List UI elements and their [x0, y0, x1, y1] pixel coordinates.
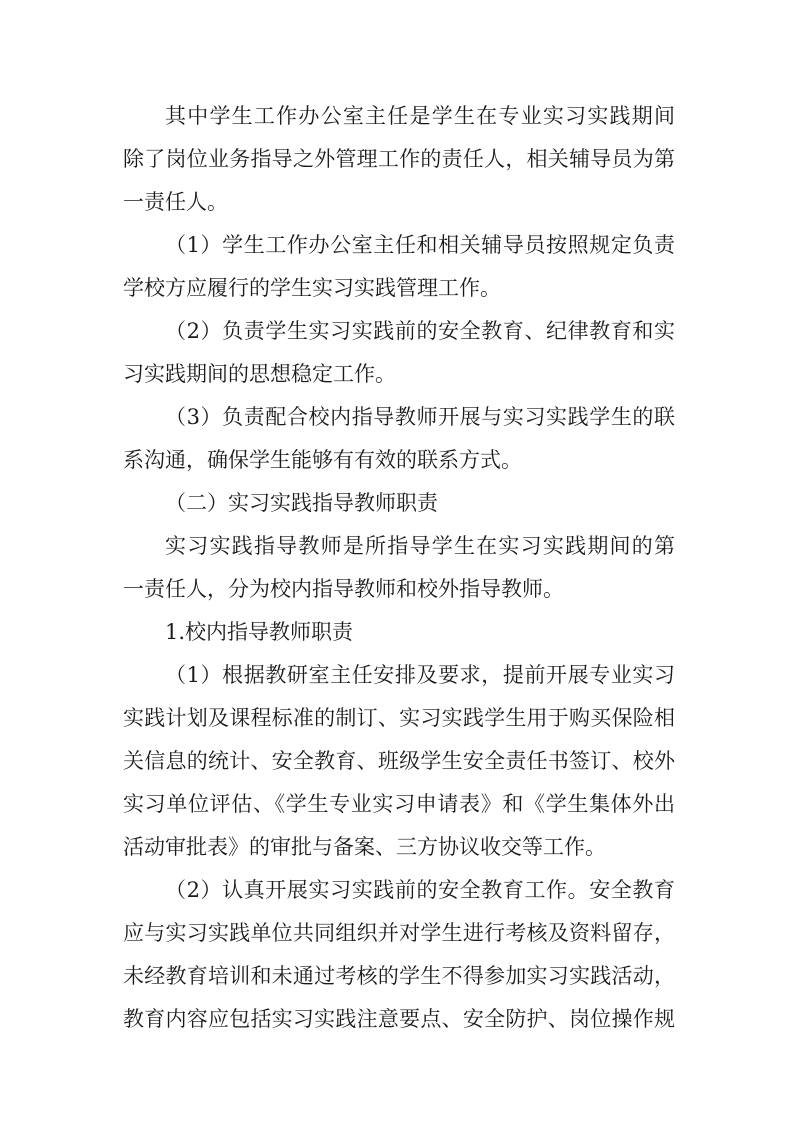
paragraph-4-line-1: （3）负责配合校内指导教师开展与实习实践学生的联 — [165, 405, 675, 429]
paragraph-5-line-2: 一责任人，分为校内指导教师和校外指导教师。 — [123, 577, 564, 601]
paragraph-7-line-2: 应与实习实践单位共同组织并对学生进行考核及资料留存， — [123, 921, 675, 945]
paragraph-6-line-4: 实习单位评估、《学生专业实习申请表》和《学生集体外出 — [123, 792, 675, 816]
subsection-heading-1: 1.校内指导教师职责 — [165, 620, 354, 644]
paragraph-1-line-1: 其中学生工作办公室主任是学生在专业实习实践期间 — [165, 104, 675, 128]
paragraph-6-line-3: 关信息的统计、安全教育、班级学生安全责任书签订、校外 — [123, 749, 675, 773]
paragraph-5-line-1: 实习实践指导教师是所指导学生在实习实践期间的第 — [165, 534, 675, 558]
section-heading-2: （二）实习实践指导教师职责 — [165, 491, 438, 515]
paragraph-2-line-2: 学校方应履行的学生实习实践管理工作。 — [123, 276, 501, 300]
paragraph-1-line-3: 一责任人。 — [123, 190, 228, 214]
paragraph-3-line-2: 习实践期间的思想稳定工作。 — [123, 362, 396, 386]
paragraph-4-line-2: 系沟通，确保学生能够有有效的联系方式。 — [123, 448, 522, 472]
paragraph-2-line-1: （1）学生工作办公室主任和相关辅导员按照规定负责 — [165, 233, 675, 257]
paragraph-3-line-1: （2）负责学生实习实践前的安全教育、纪律教育和实 — [165, 319, 675, 343]
paragraph-6-line-5: 活动审批表》的审批与备案、三方协议收交等工作。 — [123, 835, 606, 859]
paragraph-6-line-1: （1）根据教研室主任安排及要求，提前开展专业实习 — [165, 663, 675, 687]
paragraph-7-line-3: 未经教育培训和未通过考核的学生不得参加实习实践活动， — [123, 964, 675, 988]
paragraph-7-line-4: 教育内容应包括实习实践注意要点、安全防护、岗位操作规 — [123, 1007, 675, 1031]
paragraph-7-line-1: （2）认真开展实习实践前的安全教育工作。安全教育 — [165, 878, 675, 902]
paragraph-6-line-2: 实践计划及课程标准的制订、实习实践学生用于购买保险相 — [123, 706, 675, 730]
paragraph-1-line-2: 除了岗位业务指导之外管理工作的责任人，相关辅导员为第 — [123, 147, 675, 171]
